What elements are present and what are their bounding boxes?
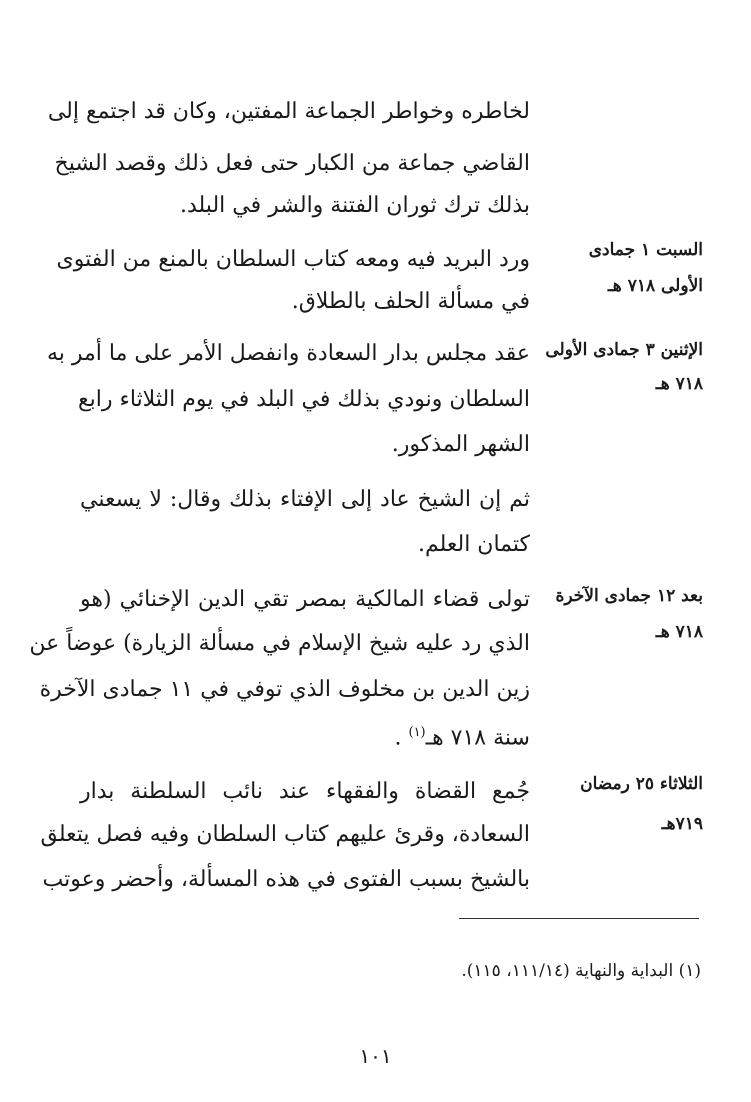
body-line-end: . [394, 725, 409, 751]
body-line: بالشيخ بسبب الفتوى في هذه المسألة، وأحضر وعوتب [42, 867, 530, 892]
body-line: في مسألة الحلف بالطلاق. [291, 289, 530, 314]
body-line: جُمع القضاة والفقهاء عند نائب السلطنة بدار [80, 779, 530, 804]
body-line: السلطان ونودي بذلك في البلد في يوم الثلاثاء رابع [77, 387, 530, 412]
date-label: بعد ١٢ جمادى الآخرة [555, 586, 703, 606]
body-line: كتمان العلم. [417, 532, 530, 557]
date-label: ٧١٨ هـ [655, 374, 703, 394]
body-line: الشهر المذكور. [391, 432, 530, 457]
page-number: ١٠١ [359, 1044, 392, 1068]
date-label: السبت ١ جمادى [588, 240, 703, 260]
body-line: تولى قضاء المالكية بمصر تقي الدين الإخنائي (هو [80, 587, 530, 612]
body-line-text: سنة ٧١٨ هـ [425, 725, 530, 751]
date-label: ٧١٩هـ [661, 814, 703, 834]
date-label: الثلاثاء ٢٥ رمضان [580, 774, 703, 794]
date-label: ٧١٨ هـ [655, 622, 703, 642]
body-line: عقد مجلس بدار السعادة وانفصل الأمر على ما أمر به [46, 341, 530, 366]
footnote-marker: (١) [408, 725, 426, 740]
body-line: ورد البريد فيه ومعه كتاب السلطان بالمنع من الفتوى [56, 247, 530, 272]
body-line [80, 713, 530, 753]
date-label: الأولى ٧١٨ هـ [607, 276, 703, 296]
body-line: زين الدين بن مخلوف الذي توفي في ١١ جمادى الآخرة [39, 677, 530, 702]
footnote-divider [459, 918, 699, 919]
body-line: القاضي جماعة من الكبار حتى فعل ذلك وقصد الشيخ [54, 151, 530, 176]
body-line: السعادة، وقرئ عليهم كتاب السلطان وفيه فصل يتعلق [40, 822, 530, 847]
footnote: (١) البداية والنهاية (١١١/١٤، ١١٥). [461, 961, 701, 981]
body-line: الذي رد عليه شيخ الإسلام في مسألة الزيارة) عوضاً عن [29, 631, 530, 656]
body-line: بذلك ترك ثوران الفتنة والشر في البلد. [179, 193, 530, 218]
body-line: لخاطره وخواطر الجماعة المفتين، وكان قد اجتمع إلى [47, 99, 530, 124]
body-line: ثم إن الشيخ عاد إلى الإفتاء بذلك وقال: لا يسعني [80, 487, 530, 512]
date-label: الإثنين ٣ جمادى الأولى [545, 340, 703, 360]
